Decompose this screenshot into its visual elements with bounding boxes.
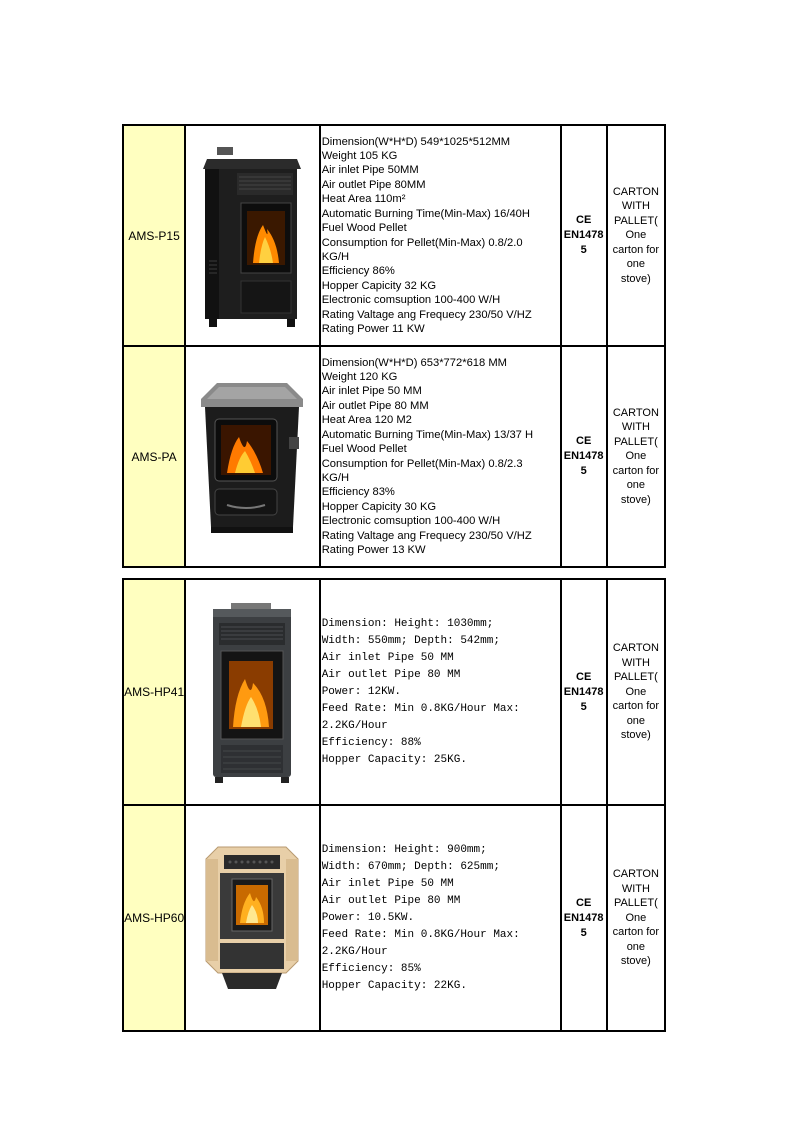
packing-line: one — [626, 714, 646, 727]
cert-line: EN1478 — [563, 450, 604, 462]
spec-line: Rating Power 13 KW — [321, 543, 426, 556]
product-image — [185, 125, 319, 346]
pellet-stove-grey-top-icon — [197, 377, 307, 537]
spec-line: Hopper Capicity 32 KG — [321, 279, 437, 292]
packing-cell — [607, 125, 665, 346]
spec-line: Weight 120 KG — [321, 371, 398, 384]
spec-line: Air outlet Pipe 80 MM — [321, 894, 461, 907]
packing-line: carton for — [612, 700, 660, 713]
cert-line: 5 — [580, 244, 587, 256]
packing-line: PALLET( — [613, 214, 658, 227]
spec-line: Automatic Burning Time(Min-Max) 16/40H — [321, 207, 530, 220]
pellet-stove-cream-icon — [202, 843, 302, 993]
spec-cell — [320, 125, 561, 346]
packing-line: carton for — [612, 243, 660, 256]
packing-line: CARTON — [612, 406, 659, 419]
packing-line: carton for — [612, 926, 660, 939]
product-table-1 — [122, 124, 666, 568]
packing-line: WITH — [621, 882, 650, 895]
spec-line: 2.2KG/Hour — [321, 719, 388, 732]
spec-line: Dimension: Height: 900mm; — [321, 843, 487, 856]
packing-line: one — [626, 479, 646, 492]
spec-line: KG/H — [321, 471, 350, 484]
spec-line: Weight 105 KG — [321, 150, 398, 163]
packing-line: One — [625, 911, 647, 924]
certification-cell — [561, 346, 607, 567]
spec-line: Electronic comsuption 100-400 W/H — [321, 515, 501, 528]
spec-line: 2.2KG/Hour — [321, 945, 388, 958]
cert-line: 5 — [580, 465, 587, 477]
model-cell — [123, 579, 185, 805]
cert-line: CE — [576, 670, 592, 683]
cert-line: 5 — [580, 926, 587, 939]
spec-line: Consumption for Pellet(Min-Max) 0.8/2.3 — [321, 457, 523, 470]
spec-line: Electronic comsuption 100-400 W/H — [321, 294, 501, 307]
packing-line: stove) — [620, 272, 651, 285]
packing-line: stove) — [620, 729, 651, 742]
packing-line: One — [625, 229, 647, 242]
spec-line: Air outlet Pipe 80 MM — [321, 668, 461, 681]
model-name: AMS-HP41 — [124, 685, 185, 699]
packing-cell — [607, 579, 665, 805]
product-row — [123, 579, 665, 805]
packing-line: one — [626, 258, 646, 271]
packing-line: one — [626, 940, 646, 953]
cert-line: CE — [576, 214, 592, 226]
spec-line: Efficiency 86% — [321, 265, 395, 278]
packing-cell — [607, 805, 665, 1031]
packing-line: CARTON — [612, 185, 659, 198]
spec-line: Width: 550mm; Depth: 542mm; — [321, 634, 500, 647]
model-cell — [123, 805, 185, 1031]
spec-line: Rating Valtage ang Frequecy 230/50 V/HZ — [321, 529, 532, 542]
packing-line: PALLET( — [613, 435, 658, 448]
spec-line: Efficiency: 85% — [321, 962, 421, 975]
packing-line: carton for — [612, 464, 660, 477]
certification-cell — [561, 805, 607, 1031]
spec-line: Hopper Capacity: 22KG. — [321, 979, 467, 992]
cert-line: EN1478 — [563, 229, 604, 241]
spec-line: Dimension(W*H*D) 653*772*618 MM — [321, 356, 507, 369]
product-image — [185, 346, 319, 567]
spec-line: Power: 10.5KW. — [321, 911, 415, 924]
cert-line: 5 — [580, 700, 587, 713]
spec-line: KG/H — [321, 250, 350, 263]
spec-cell — [320, 805, 561, 1031]
pellet-stove-dark-grey-icon — [207, 599, 297, 785]
packing-line: stove) — [620, 955, 651, 968]
cert-line: CE — [576, 435, 592, 447]
packing-cell — [607, 346, 665, 567]
model-name: AMS-PA — [131, 449, 177, 464]
spec-line: Air outlet Pipe 80MM — [321, 178, 426, 191]
packing-line: WITH — [621, 200, 650, 213]
packing-line: CARTON — [612, 642, 659, 655]
product-row — [123, 125, 665, 346]
spec-line: Dimension: Height: 1030mm; — [321, 617, 494, 630]
model-cell — [123, 346, 185, 567]
packing-line: CARTON — [612, 868, 659, 881]
model-cell — [123, 125, 185, 346]
product-row — [123, 805, 665, 1031]
spec-line: Consumption for Pellet(Min-Max) 0.8/2.0 — [321, 236, 523, 249]
model-name: AMS-P15 — [128, 228, 180, 243]
packing-line: One — [625, 450, 647, 463]
spec-line: Air inlet Pipe 50 MM — [321, 385, 422, 398]
spec-line: Efficiency 83% — [321, 486, 395, 499]
spec-cell — [320, 346, 561, 567]
spec-line: Hopper Capacity: 25KG. — [321, 753, 467, 766]
packing-line: PALLET( — [613, 671, 658, 684]
packing-line: PALLET( — [613, 897, 658, 910]
spec-line: Rating Power 11 KW — [321, 322, 425, 335]
spec-line: Fuel Wood Pellet — [321, 222, 407, 235]
spec-line: Efficiency: 88% — [321, 736, 421, 749]
spec-line: Heat Area 120 M2 — [321, 414, 412, 427]
product-image — [185, 805, 319, 1031]
spec-line: Air inlet Pipe 50 MM — [321, 651, 454, 664]
certification-cell — [561, 125, 607, 346]
spec-line: Power: 12KW. — [321, 685, 401, 698]
spec-line: Width: 670mm; Depth: 625mm; — [321, 860, 500, 873]
model-name: AMS-HP60 — [124, 911, 185, 925]
spec-line: Air inlet Pipe 50 MM — [321, 877, 454, 890]
certification-cell — [561, 579, 607, 805]
packing-line: WITH — [621, 421, 650, 434]
spec-line: Hopper Capicity 30 KG — [321, 500, 437, 513]
packing-line: WITH — [621, 656, 650, 669]
spec-line: Heat Area 110m² — [321, 193, 406, 206]
pellet-stove-black-icon — [197, 141, 307, 331]
packing-line: stove) — [620, 493, 651, 506]
spec-line: Rating Valtage ang Frequecy 230/50 V/HZ — [321, 308, 532, 321]
spec-line: Feed Rate: Min 0.8KG/Hour Max: — [321, 702, 520, 715]
cert-line: EN1478 — [563, 911, 604, 924]
product-table-2 — [122, 578, 666, 1032]
spec-line: Air outlet Pipe 80 MM — [321, 399, 429, 412]
cert-line: EN1478 — [563, 685, 604, 698]
spec-line: Automatic Burning Time(Min-Max) 13/37 H — [321, 428, 534, 441]
spec-line: Air inlet Pipe 50MM — [321, 164, 419, 177]
spec-line: Feed Rate: Min 0.8KG/Hour Max: — [321, 928, 520, 941]
packing-line: One — [625, 685, 647, 698]
product-image — [185, 579, 319, 805]
spec-line: Dimension(W*H*D) 549*1025*512MM — [321, 135, 511, 148]
spec-cell — [320, 579, 561, 805]
spec-line: Fuel Wood Pellet — [321, 443, 407, 456]
cert-line: CE — [576, 896, 592, 909]
product-row — [123, 346, 665, 567]
